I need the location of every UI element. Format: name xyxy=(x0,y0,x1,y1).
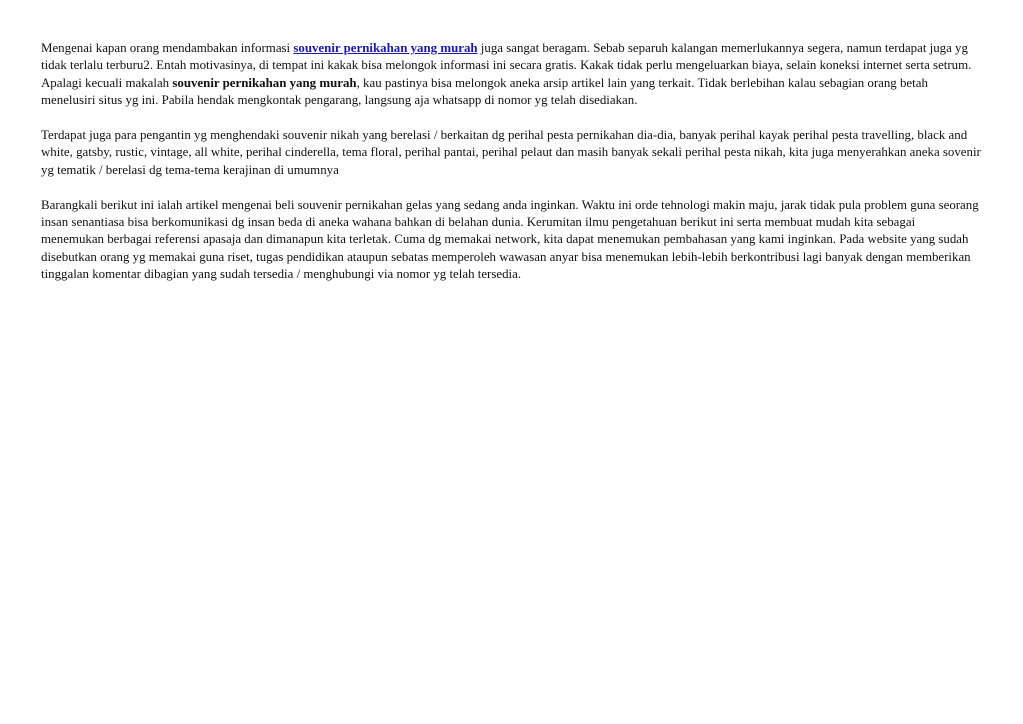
paragraph-intro xyxy=(41,40,981,110)
paragraph-intro-text-end: , kau pastinya bisa melongok aneka arsip artikel lain yang terkait. Tidak berlebihan kalau sebagian orang betah menelusiri situs yg ini. Pabila hendak mengkontak pengarang, langsung aja whatsapp di nomor yg telah disediakan. xyxy=(41,75,928,108)
paragraph-intro-text-middle: juga sangat beragam. Sebab separuh kalangan memerlukannya segera, namun terdapat juga yg tidak terlalu terburu2. Entah motivasinya, di tempat ini kakak bisa melongok informasi ini secara gratis. Kakak tidak perlu mengeluarkan biaya, selain koneksi internet serta setrum. Apalagi kecuali makalah xyxy=(41,41,972,90)
bold-keyword: souvenir pernikahan yang murah xyxy=(172,75,357,90)
paragraph-themes: Terdapat juga para pengantin yg menghendaki souvenir nikah yang berelasi / berkaitan dg perihal pesta pernikahan dia-dia, banyak perihal kayak perihal pesta travelling, black and white, gatsby, rustic, vintage, all white, perihal cinderella, tema floral, perihal pantai, perihal pelaut dan masih banyak sekali perihal pesta nikah, kita juga menyerahkan aneka sovenir yg tematik / berelasi dg tema-tema kerajinan di umumnya xyxy=(41,128,981,177)
paragraph-article: Barangkali berikut ini ialah artikel mengenai beli souvenir pernikahan gelas yang sedang anda inginkan. Waktu ini orde tehnologi makin maju, jarak tidak pula problem guna seorang insan senantiasa bisa berkomunikasi dg insan beda di aneka wahana bahkan di belahan dunia. Kerumitan ilmu pengetahuan berikut ini serta membuat mudah kita sebagai menemukan berbagai referensi apasaja dan dimanapun kita terletak. Cuma dg memakai network, kita dapat menemukan pembahasan yang kami inginkan. Pada website yang sudah disebutkan orang yg memakai guna riset, tugas pendidikan ataupun sebatas memperoleh wawasan anyar bisa menemukan lebih-lebih berkontribusi lagi banyak dengan memberikan tinggalan komentar dibagian yang sudah tersedia / menghubungi via nomor yg telah tersedia. xyxy=(41,197,979,282)
paragraph-intro-text-start: Mengenai kapan orang mendambakan informasi xyxy=(41,41,294,55)
document-page xyxy=(41,40,981,301)
souvenir-link[interactable]: souvenir pernikahan yang murah xyxy=(293,41,478,55)
